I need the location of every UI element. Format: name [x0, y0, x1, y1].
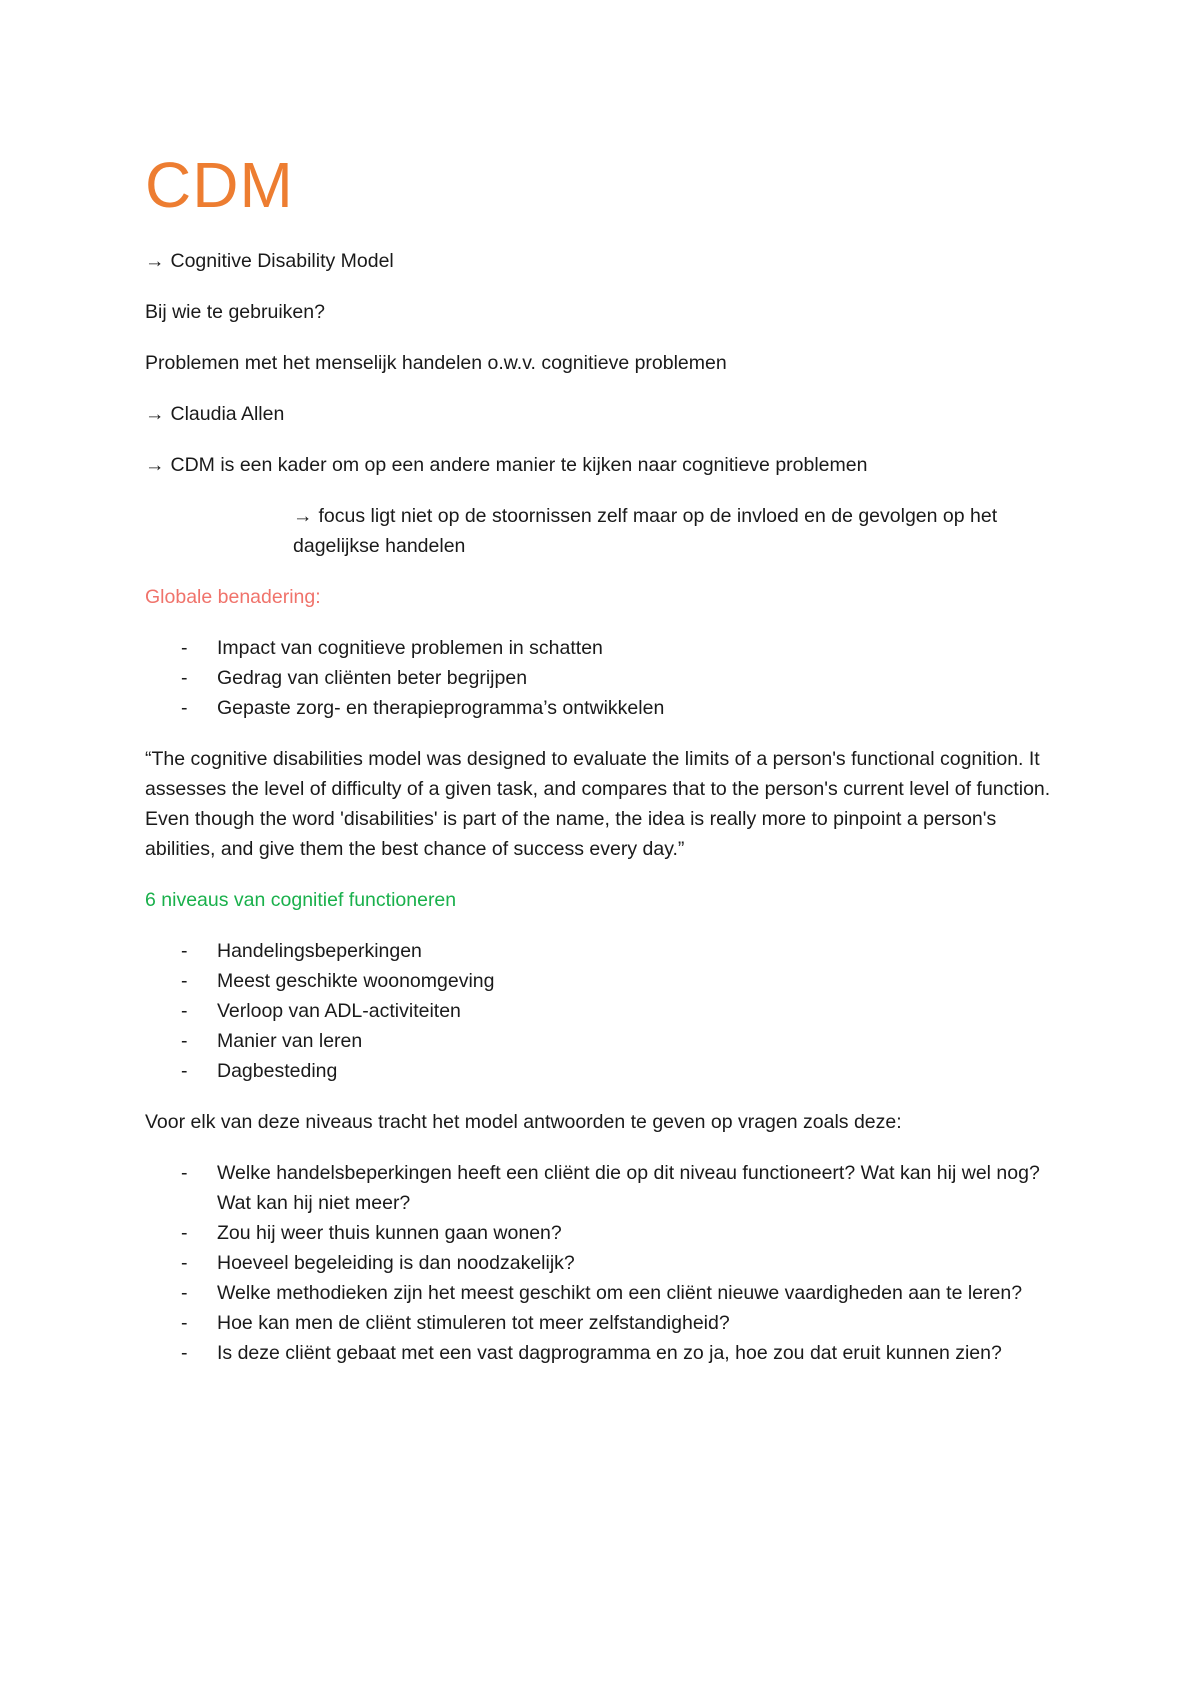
usage-question: Bij wie te gebruiken?: [145, 301, 325, 323]
list-item: [145, 1158, 1065, 1218]
framework-text: CDM is een kader om op een andere manier te kijken naar cognitieve problemen: [170, 454, 868, 476]
global-approach-heading: Globale benadering:: [145, 586, 321, 608]
dash-marker: -: [181, 1000, 188, 1022]
list-item-text: Gepaste zorg- en therapieprogramma’s ontwikkelen: [217, 697, 665, 719]
list-item-text: Handelingsbeperkingen: [217, 940, 422, 962]
dash-marker: -: [181, 1222, 188, 1244]
dash-marker: -: [181, 970, 188, 992]
list-item-text: Hoeveel begeleiding is dan noodzakelijk?: [217, 1252, 575, 1274]
list-item: [145, 663, 1065, 693]
focus-line: [293, 501, 1065, 561]
dash-marker: -: [181, 637, 188, 659]
dash-marker: -: [181, 1030, 188, 1052]
arrow-icon: →: [145, 454, 165, 476]
list-item-text: Hoe kan men de cliënt stimuleren tot meer zelfstandigheid?: [217, 1312, 730, 1334]
arrow-icon: →: [145, 250, 165, 272]
framework-line: [145, 450, 1065, 480]
list-item: [145, 693, 1065, 723]
questions-list: [145, 1158, 1065, 1368]
author-text: Claudia Allen: [170, 403, 285, 425]
list-item-text: Verloop van ADL-activiteiten: [217, 1000, 461, 1022]
model-name-line: [145, 246, 1065, 276]
questions-intro: Voor elk van deze niveaus tracht het model antwoorden te geven op vragen zoals deze:: [145, 1111, 902, 1133]
dash-marker: -: [181, 1312, 188, 1334]
list-item: [145, 1026, 1065, 1056]
list-item: [145, 1308, 1065, 1338]
dash-marker: -: [181, 697, 188, 719]
list-item-text: Impact van cognitieve problemen in schatten: [217, 637, 603, 659]
arrow-icon: →: [145, 403, 165, 425]
dash-marker: -: [181, 667, 188, 689]
list-item: [145, 936, 1065, 966]
list-item: [145, 1338, 1065, 1368]
list-item: [145, 1218, 1065, 1248]
arrow-icon: →: [293, 505, 313, 527]
list-item-text: Welke handelsbeperkingen heeft een cliënt die op dit niveau functioneert? Wat kan hij wel nog? Wat kan hij niet meer?: [217, 1162, 1040, 1214]
levels-list: [145, 936, 1065, 1086]
model-name-text: Cognitive Disability Model: [170, 250, 394, 272]
dash-marker: -: [181, 1060, 188, 1082]
list-item-text: Zou hij weer thuis kunnen gaan wonen?: [217, 1222, 562, 1244]
levels-heading: 6 niveaus van cognitief functioneren: [145, 889, 457, 911]
list-item: [145, 633, 1065, 663]
list-item-text: Is deze cliënt gebaat met een vast dagprogramma en zo ja, hoe zou dat eruit kunnen zien?: [217, 1342, 1002, 1364]
list-item: [145, 996, 1065, 1026]
dash-marker: -: [181, 1342, 188, 1364]
list-item-text: Meest geschikte woonomgeving: [217, 970, 495, 992]
list-item-text: Welke methodieken zijn het meest geschikt om een cliënt nieuwe vaardigheden aan te leren?: [217, 1282, 1023, 1304]
list-item: [145, 966, 1065, 996]
list-item: [145, 1056, 1065, 1086]
global-approach-list: [145, 633, 1065, 723]
focus-text: focus ligt niet op de stoornissen zelf maar op de invloed en de gevolgen op het dagelijkse handelen: [293, 505, 998, 557]
list-item-text: Gedrag van cliënten beter begrijpen: [217, 667, 528, 689]
dash-marker: -: [181, 940, 188, 962]
list-item: [145, 1278, 1065, 1308]
document-content: [145, 150, 1065, 1389]
dash-marker: -: [181, 1162, 188, 1184]
dash-marker: -: [181, 1252, 188, 1274]
dash-marker: -: [181, 1282, 188, 1304]
list-item-text: Manier van leren: [217, 1030, 363, 1052]
list-item-text: Dagbesteding: [217, 1060, 338, 1082]
problem-statement: Problemen met het menselijk handelen o.w.v. cognitieve problemen: [145, 352, 727, 374]
page-title: CDM: [145, 149, 294, 221]
author-line: [145, 399, 1065, 429]
quote-paragraph: “The cognitive disabilities model was designed to evaluate the limits of a person's functional cognition. It assesses the level of difficulty of a given task, and compares that to the person's current level of function. Even though the word 'disabilities' is part of the name, the idea is really more to pinpoint a person's abilities, and give them the best chance of success every day.”: [145, 748, 1051, 860]
list-item: [145, 1248, 1065, 1278]
